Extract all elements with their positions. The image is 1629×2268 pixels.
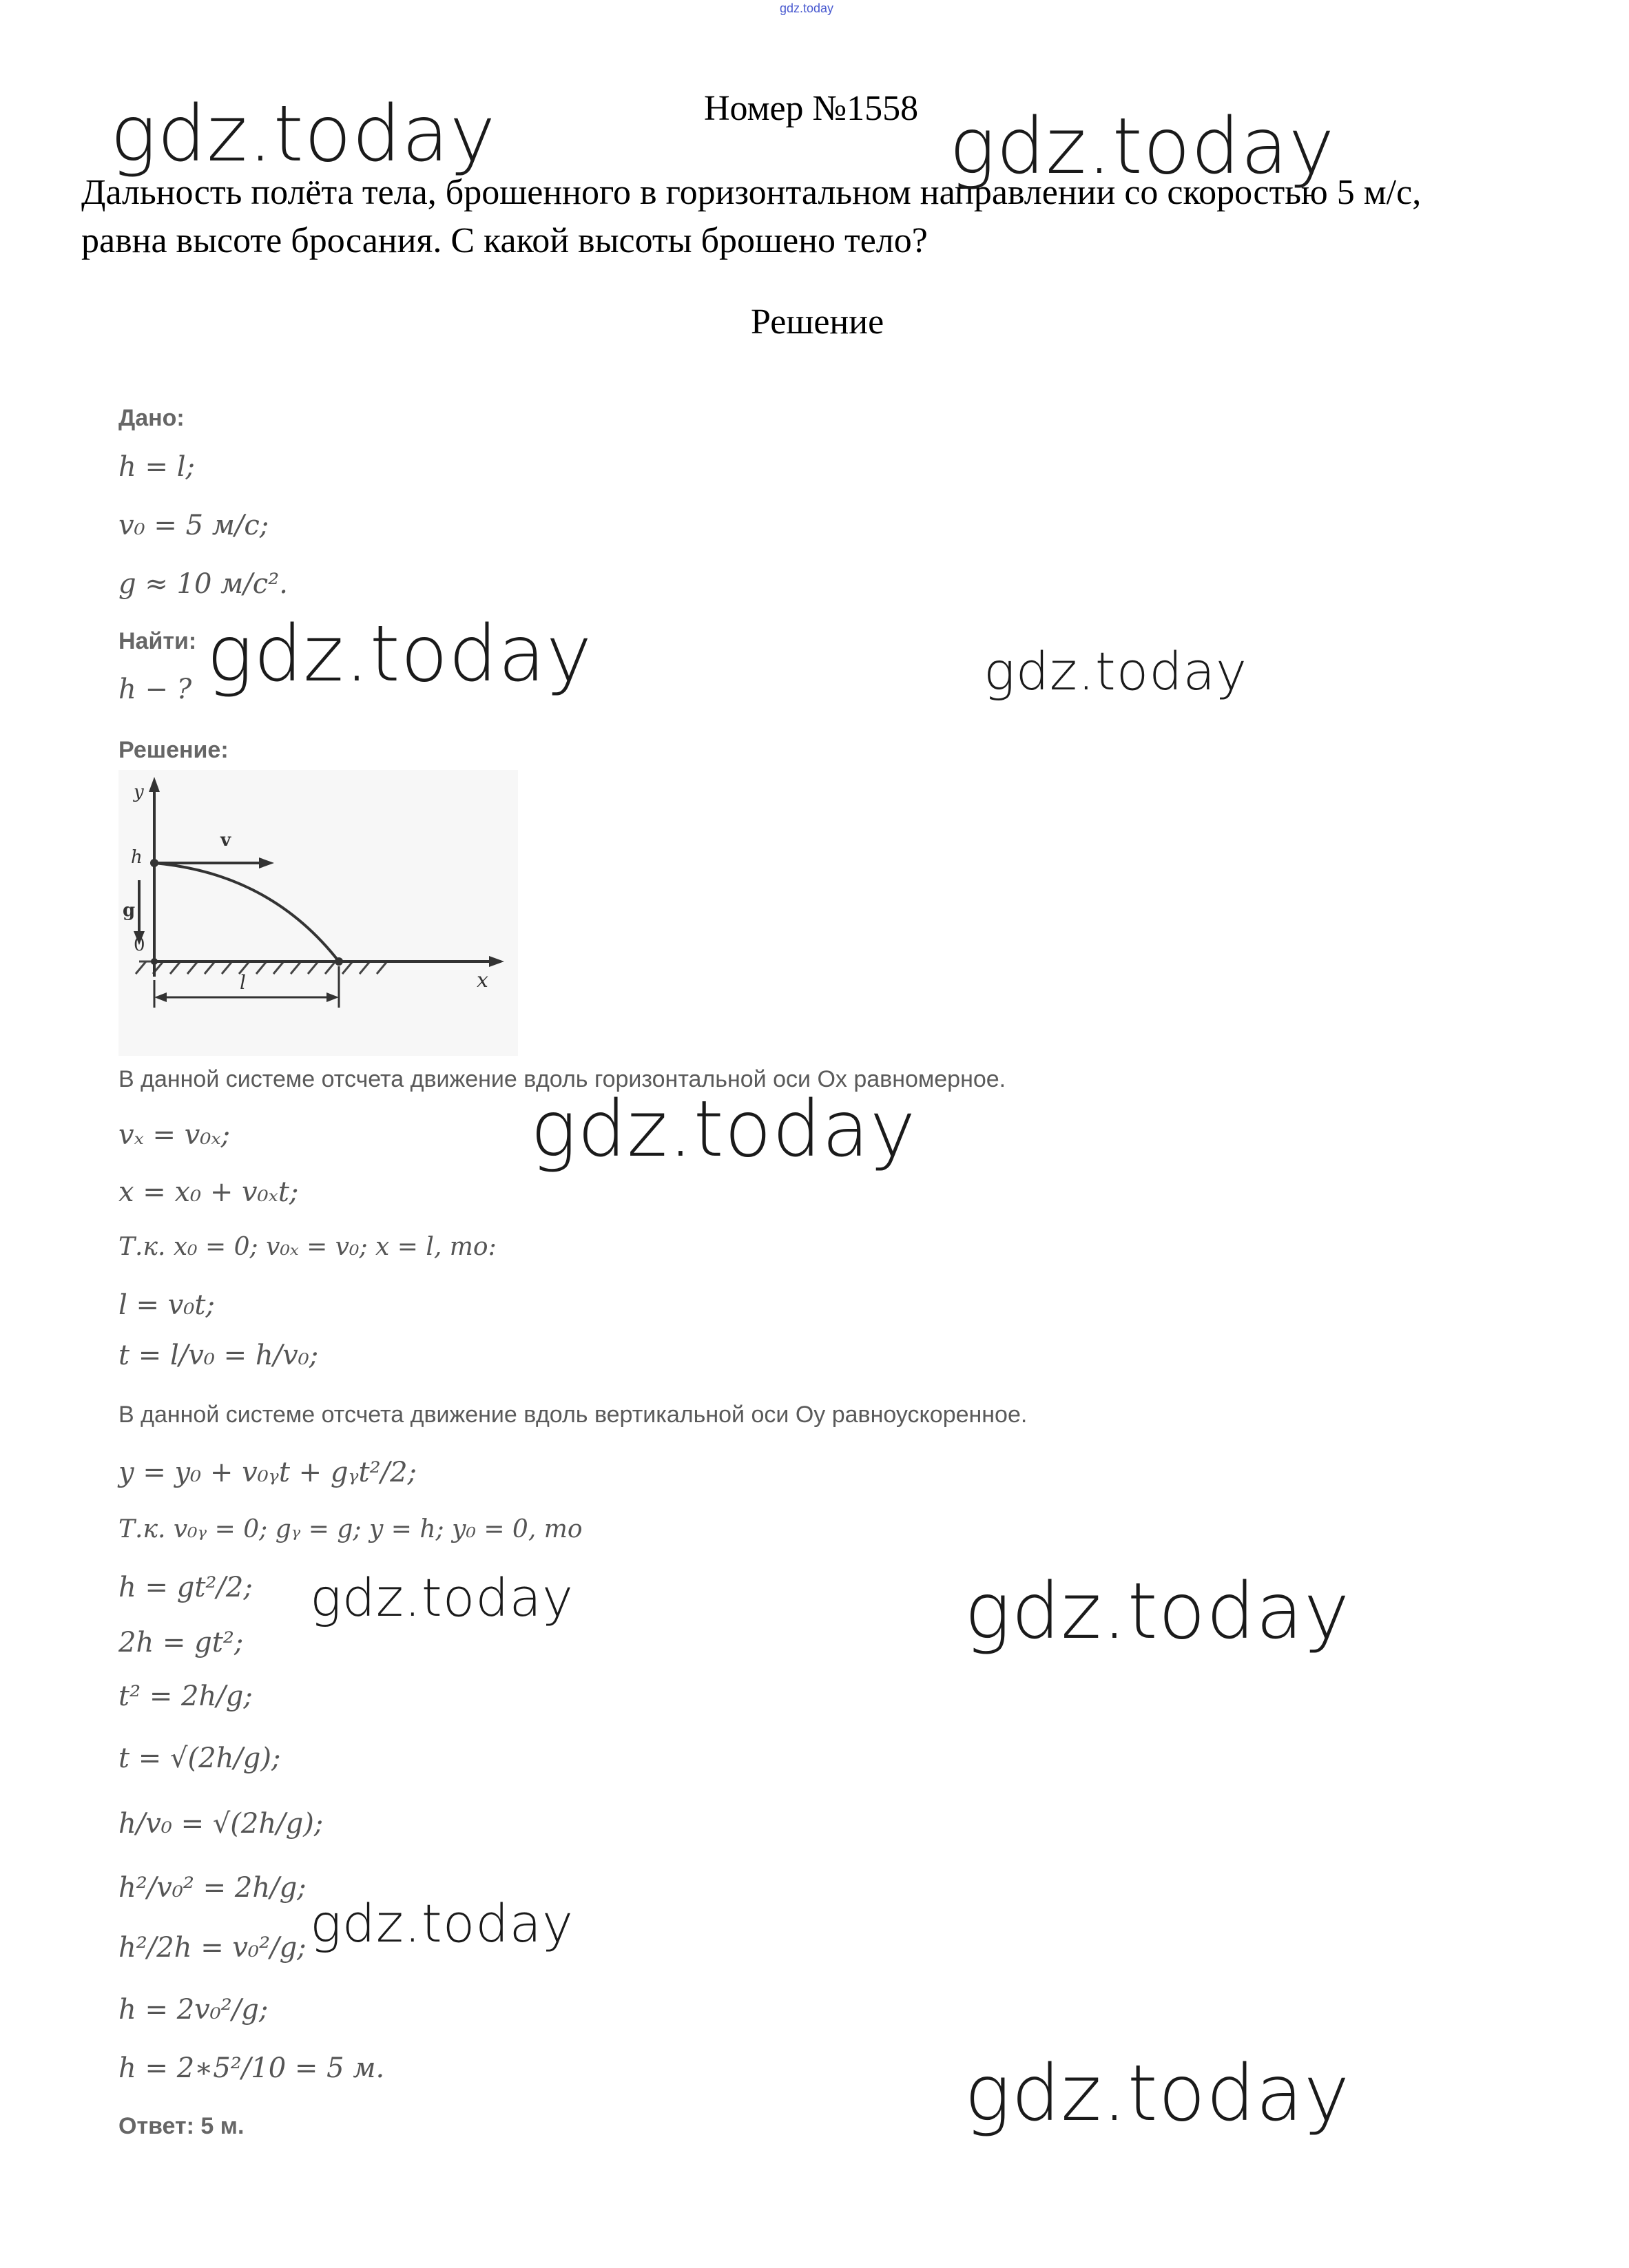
- watermark: gdz.today: [207, 610, 593, 699]
- v-label: v: [220, 830, 231, 851]
- condition: Т.к. v₀ᵧ = 0; gᵧ = g; y = h; y₀ = 0, то: [118, 1515, 583, 1543]
- watermark: gdz.today: [949, 102, 1336, 191]
- watermark: gdz.today: [310, 1893, 574, 1954]
- page-title: Номер №1558: [704, 89, 919, 128]
- equation: x = x₀ + v₀ₓt;: [118, 1176, 299, 1208]
- equation: t = l/v₀ = h/v₀;: [118, 1340, 319, 1371]
- equation: h²/v₀² = 2h/g;: [118, 1872, 307, 1904]
- top-watermark: gdz.today: [780, 1, 834, 15]
- y-axis-arrow: [149, 777, 160, 792]
- trajectory-curve: [154, 863, 339, 961]
- trajectory-diagram: [118, 770, 518, 1056]
- solution-heading: Решение: [751, 302, 884, 342]
- ground-hatching: [136, 961, 463, 974]
- equation: h = 2v₀²/g;: [118, 1994, 269, 2026]
- find-line: h − ?: [118, 674, 192, 705]
- answer: Ответ: 5 м.: [118, 2113, 245, 2139]
- given-line-2: v₀ = 5 м/с;: [118, 510, 269, 541]
- problem-text: Дальность полёта тела, брошенного в горизонтальном направлении со скоростью 5 м/с, равна высоте бросания. С какой высоты брошено тело?: [81, 173, 1422, 260]
- find-label: Найти:: [118, 628, 197, 654]
- x-axis-label: x: [477, 968, 488, 992]
- watermark: gdz.today: [984, 641, 1247, 702]
- watermark: gdz.today: [964, 2049, 1351, 2139]
- equation: h/v₀ = √(2h/g);: [118, 1808, 324, 1840]
- solution-label: Решение:: [118, 737, 229, 763]
- landing-point: [335, 957, 343, 966]
- equation: y = y₀ + v₀ᵧt + gᵧt²/2;: [118, 1457, 417, 1488]
- g-label: g: [123, 900, 136, 921]
- origin-label: 0: [134, 935, 145, 955]
- watermark: gdz.today: [530, 1085, 917, 1174]
- equation: h²/2h = v₀²/g;: [118, 1932, 307, 1964]
- h-label: h: [131, 847, 143, 868]
- l-label: l: [240, 971, 246, 994]
- given-line-1: h = l;: [118, 451, 195, 483]
- equation: vₓ = v₀ₓ;: [118, 1119, 231, 1151]
- equation: h = gt²/2;: [118, 1572, 253, 1603]
- x-axis-arrow: [489, 956, 504, 967]
- vertical-motion-text: В данной системе отсчета движение вдоль вертикальной оси Oy равноускоренное.: [118, 1402, 1028, 1428]
- equation: t = √(2h/g);: [118, 1742, 281, 1774]
- horizontal-motion-text: В данной системе отсчета движение вдоль горизонтальной оси Ox равномерное.: [118, 1066, 1006, 1092]
- watermark: gdz.today: [964, 1567, 1351, 1656]
- given-label: Дано:: [118, 405, 185, 431]
- condition: Т.к. x₀ = 0; v₀ₓ = v₀; x = l, то:: [118, 1233, 497, 1261]
- start-point: [150, 859, 158, 867]
- given-line-3: g ≈ 10 м/с².: [118, 568, 288, 600]
- equation: t² = 2h/g;: [118, 1681, 253, 1712]
- watermark: gdz.today: [310, 1567, 574, 1628]
- watermark: gdz.today: [110, 90, 497, 179]
- equation: 2h = gt²;: [118, 1627, 244, 1658]
- y-axis-label: y: [134, 782, 144, 802]
- equation: l = v₀t;: [118, 1289, 215, 1321]
- trajectory-svg: [118, 770, 518, 1056]
- origin-point: [151, 958, 158, 965]
- equation: h = 2∗5²/10 = 5 м.: [118, 2052, 385, 2084]
